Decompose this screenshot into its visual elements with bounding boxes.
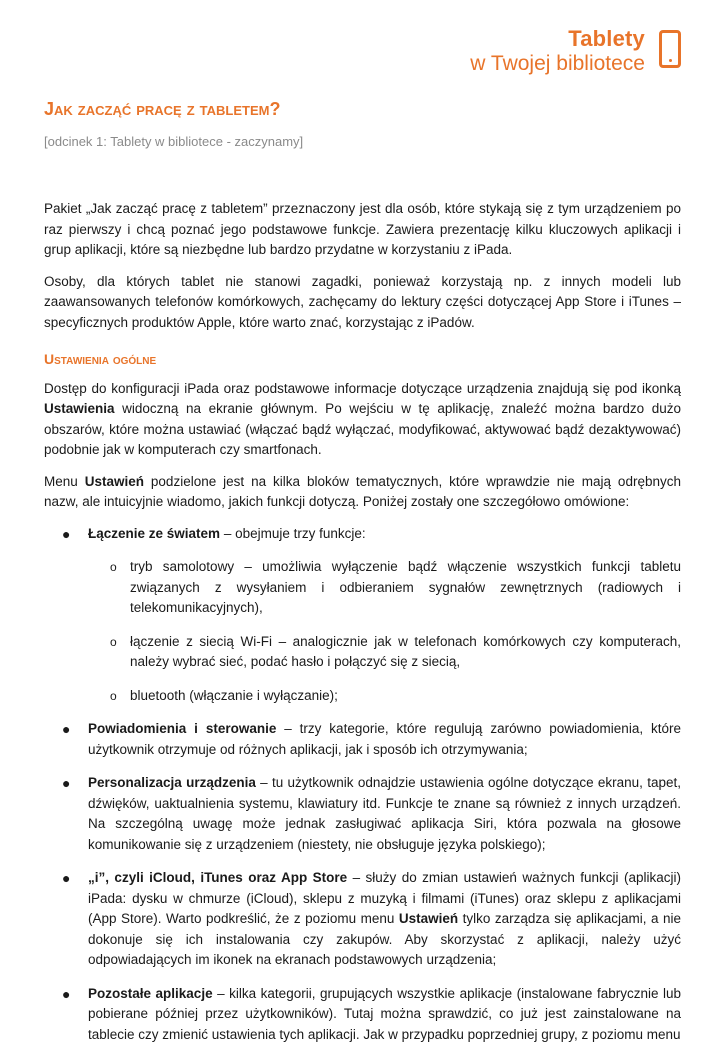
circle-bullet-icon: o [110, 688, 117, 703]
bold-term: „i”, czyli iCloud, iTunes oraz App Store [88, 870, 348, 885]
logo-line2: w Twojej bibliotece [470, 52, 645, 75]
circle-bullet-icon: o [110, 634, 117, 649]
tablet-icon [659, 30, 681, 68]
text-run: bluetooth (włączanie i wyłączanie); [130, 687, 338, 703]
list-item [44, 719, 681, 760]
list-item [44, 524, 681, 707]
bold-term: Powiadomienia i sterowanie [88, 721, 277, 736]
text-run: tylko zarządza się aplikacjami, a nie dokonuje się ich instalowania czy zakupów. Aby skorzystać z aplikacji, należy użyć odpowiadających im ikonek na ekranach podstawowych urządzenia; [88, 911, 681, 967]
text-run: łączenie z siecią Wi-Fi – analogicznie jak w telefonach komórkowych czy komputerach, należy wybrać sieć, podać hasło i połączyć się z siecią, [130, 633, 681, 669]
page-subtitle: [odcinek 1: Tablety w bibliotece - zaczynamy] [44, 134, 304, 149]
logo [470, 28, 681, 74]
bullet-icon: ● [62, 870, 71, 886]
text-run: – służy do zmian ustawień ważnych funkcji (aplikacji) iPada: dysku w chmurze (iCloud), sklepu z muzyką i filmami (iTunes) oraz sklepu z aplikacjami (App Store). Warto podkreślić, że z poziomu menu [88, 870, 681, 926]
text-run: Menu [44, 473, 85, 489]
text-run: – trzy kategorie, które regulują zarówno powiadomienia, które użytkownik otrzymuje od różnych aplikacji, jak i sposób ich otrzymywania; [88, 721, 681, 757]
bold-term: Personalizacja urządzenia [88, 775, 256, 790]
page-title: Jak zacząć pracę z tabletem? [44, 99, 281, 119]
list-item [44, 773, 681, 855]
text-run: – tu użytkownik odnajdzie ustawienia ogólne dotyczące ekranu, tapet, dźwięków, uaktualnienia systemu, klawiatury itd. Funkcje te znane są również z innych urządzeń. Na szczególną uwagę może jednak zasługiwać aplikacja Siri, która pozwala na głosowe komunikowanie się z urządzeniem (niestety, nie obsługuje języka polskiego); [88, 775, 682, 852]
bullet-list [44, 524, 681, 1046]
bullet-icon: ● [62, 525, 71, 542]
bold-term: Pozostałe aplikacje [88, 985, 213, 1001]
intro-paragraph-2: Osoby, dla których tablet nie stanowi zagadki, ponieważ korzystają np. z innych modeli lub zaawansowanych telefonów komórkowych, zachęcamy do lektury części dotyczącej App Store i iTunes – specyficznych produktów Apple, które warto znać, korzystając z iPadów. [44, 273, 681, 330]
text-run: podzielone jest na kilka bloków tematycznych, które wprawdzie nie mają odrębnych nazw, ale intuicyjnie wiadomo, jakich funkcji dotyczą. Poniżej zostały one szczegółowo omówione: [44, 473, 681, 509]
intro-paragraph-1: Pakiet „Jak zacząć pracę z tabletem” przeznaczony jest dla osób, które stykają się z tym urządzeniem po raz pierwszy i chcą poznać jego podstawowe funkcje. Zawiera prezentację kilku kluczowych aplikacji i grup aplikacji, które są niezbędne lub bardzo przydatne w korzystaniu z iPada. [44, 201, 681, 257]
bold-term: Ustawień [84, 473, 144, 489]
section-heading: Ustawienia ogólne [44, 351, 157, 367]
text-run: – kilka kategorii, grupujących wszystkie aplikacje (instalowane fabrycznie lub pobierane później przez użytkowników). Tutaj można sprawdzić, co już jest zainstalowane na tablecie czy zmienić ustawienia tych aplikacji. Jak w przypadku poprzedniej grupy, z poziomu menu [88, 985, 682, 1042]
logo-text [470, 28, 645, 74]
sub-list-item [88, 557, 681, 619]
text-run: Dostęp do konfiguracji iPada oraz podstawowe informacje dotyczące urządzenia znajdują się pod ikonką [44, 380, 681, 396]
section-paragraph-2 [44, 472, 681, 513]
bullet-icon: ● [62, 721, 71, 737]
circle-bullet-icon: o [110, 560, 117, 574]
document-body [44, 199, 681, 1058]
bold-term: Ustawień [398, 911, 459, 926]
bold-term: Ustawienia [44, 401, 115, 416]
bullet-icon: ● [62, 985, 71, 1002]
list-item [44, 984, 681, 1046]
sub-list-item [88, 686, 681, 707]
sub-list [88, 557, 681, 706]
bullet-icon: ● [62, 775, 71, 791]
logo-line1: Tablety [568, 26, 645, 51]
section-paragraph-1 [44, 379, 681, 461]
text-run: widoczną na ekranie głównym. Po wejściu w tę aplikację, znaleźć można bardzo dużo obszarów, które można ustawiać (włączać bądź wyłączać, modyfikować, aktywować bądź dezaktywować) podobnie jak w komputerach czy smartfonach. [44, 401, 681, 457]
list-item [44, 868, 681, 971]
text-run: – obejmuje trzy funkcje: [220, 525, 366, 541]
sub-list-item [88, 632, 681, 673]
bold-term: Łączenie ze światem [88, 525, 221, 541]
text-run: tryb samolotowy – umożliwia wyłączenie bądź włączenie wszystkich funkcji tabletu związanych z wysyłaniem i odbieraniem sygnałów zewnętrznych (radiowych i telekomunikacyjnych), [130, 559, 681, 615]
